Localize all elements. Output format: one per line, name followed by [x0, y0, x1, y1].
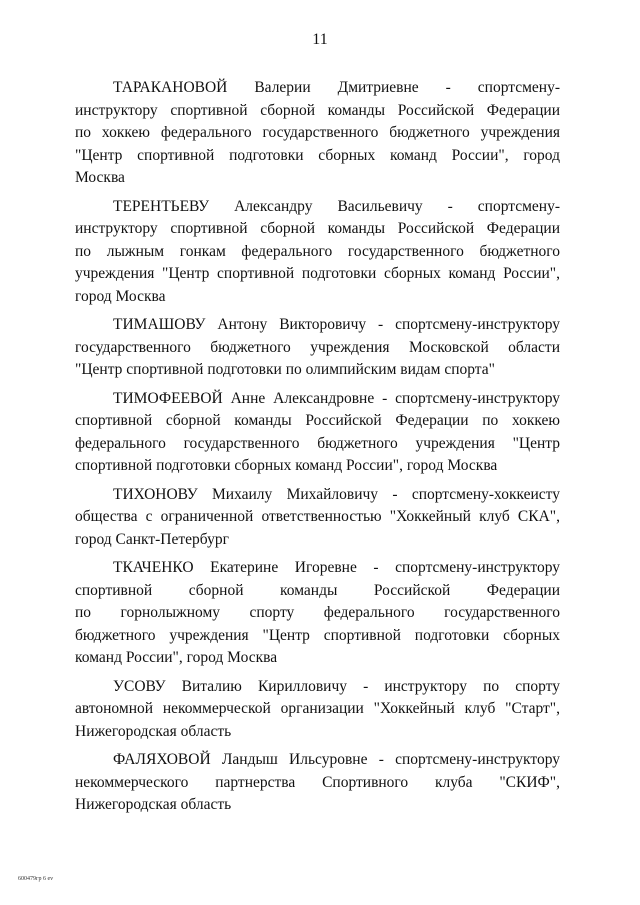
entry-line: государственного бюджетного учреждения Московской области — [75, 338, 560, 356]
entry-line: автономной некоммерческой организации "Хоккейный клуб "Старт", — [75, 700, 560, 717]
award-entry — [75, 749, 560, 817]
award-entry — [75, 557, 560, 670]
entry-line: команд России", город Москва — [75, 649, 278, 666]
entry-line: бюджетного учреждения "Центр спортивной подготовки сборных — [75, 626, 560, 644]
entry-first-line: УСОВУ Виталию Кирилловичу - инструктору по спорту — [113, 677, 560, 695]
entry-first-line: ТИМОФЕЕВОЙ Анне Александровне - спортсмену-инструктору — [113, 389, 560, 407]
entry-line: инструктору спортивной сборной команды Российской Федерации — [75, 220, 560, 237]
entry-line: "Центр спортивной подготовки по олимпийским видам спорта" — [75, 361, 495, 378]
award-entry — [75, 388, 560, 478]
entry-line: "Центр спортивной подготовки сборных команд России", город — [75, 146, 560, 164]
entry-line: федерального государственного бюджетного учреждения "Центр — [75, 434, 560, 452]
award-entry — [75, 484, 560, 552]
entry-first-line: ФАЛЯХОВОЙ Ландыш Ильсуровне - спортсмену-инструктору — [113, 751, 560, 768]
entry-first-line: ТИХОНОВУ Михаилу Михайловичу - спортсмену-хоккеисту — [113, 485, 560, 503]
entry-line: Нижегородская область — [75, 796, 232, 813]
entry-line: спортивной подготовки сборных команд России", город Москва — [75, 457, 498, 474]
entry-line: по лыжным гонкам федерального государственного бюджетного — [75, 242, 560, 260]
entry-line: Москва — [75, 169, 125, 186]
entry-line: Нижегородская область — [75, 722, 232, 740]
entry-line: спортивной сборной команды Российской Федерации — [75, 581, 560, 599]
entry-first-line: ТКАЧЕНКО Екатерине Игоревне - спортсмену-инструктору — [113, 559, 560, 576]
entry-line: общества с ограниченной ответственностью "Хоккейный клуб СКА", — [75, 508, 560, 525]
document-code: 600479гр 6 ev — [18, 876, 54, 882]
entry-first-line: ТЕРЕНТЬЕВУ Александру Васильевичу - спортсмену- — [113, 197, 560, 215]
entry-first-line: ТАРАКАНОВОЙ Валерии Дмитриевне - спортсмену- — [113, 79, 560, 96]
entry-line: по хоккею федерального государственного бюджетного учреждения — [75, 124, 560, 141]
entry-line: город Москва — [75, 287, 166, 305]
entry-line: спортивной сборной команды Российской Федерации по хоккею — [75, 412, 560, 429]
award-entry — [75, 196, 560, 309]
entry-line: инструктору спортивной сборной команды Российской Федерации — [75, 101, 560, 119]
entry-line: учреждения "Центр спортивной подготовки сборных команд России", — [75, 265, 560, 282]
entry-first-line: ТИМАШОВУ Антону Викторовичу - спортсмену-инструктору — [113, 316, 560, 333]
entry-line: по горнолыжному спорту федерального государственного — [75, 604, 560, 621]
award-entry — [75, 676, 560, 744]
award-entry — [75, 314, 560, 382]
award-entry — [75, 77, 560, 190]
award-list — [75, 77, 560, 823]
page-number: 11 — [312, 31, 328, 48]
entry-line: город Санкт-Петербург — [75, 530, 229, 548]
entry-line: некоммерческого партнерства Спортивного клуба "СКИФ", — [75, 773, 560, 791]
